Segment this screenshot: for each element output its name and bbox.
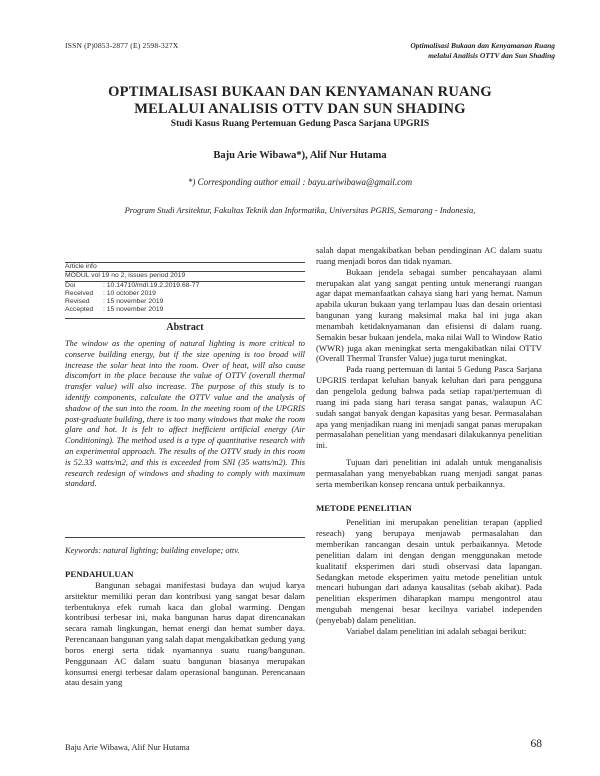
- footer-authors: Baju Arie Wibawa, Alif Nur Hutama: [65, 742, 190, 752]
- article-info: [65, 262, 305, 315]
- info-value: : 15 november 2019: [103, 306, 164, 314]
- paper-subtitle: Studi Kasus Ruang Pertemuan Gedung Pasca Sarjana UPGRIS: [170, 119, 430, 129]
- info-key: Revised: [65, 298, 90, 306]
- left-column: [65, 569, 305, 688]
- body-paragraph: Variabel dalam penelitian ini adalah sebagai berikut:: [346, 625, 527, 636]
- divider: [65, 318, 305, 319]
- section-heading-metode: METODE PENELITIAN: [316, 502, 412, 513]
- running-title: [410, 41, 555, 61]
- corresponding-author: *) Corresponding author email : bayu.ariwibawa@gmail.com: [187, 177, 413, 187]
- info-key: Doi: [65, 281, 76, 289]
- article-info-row: [65, 306, 305, 314]
- affiliation: Program Studi Arsitektur, Fakultas Teknik dan Informatika, Universitas PGRIS, Semarang - Indonesia,: [124, 205, 476, 215]
- running-title-line-2: melalui Analisis OTTV dan Sun Shading: [428, 51, 555, 60]
- body-paragraph: salah dapat mengakibatkan beban pendinginan AC dalam suatu ruang menjadi boros dan tidak nyaman.: [316, 245, 542, 266]
- paper-title: [0, 84, 600, 118]
- info-value: : 10.14710/mdl.19.2.2019.68-77: [103, 281, 200, 289]
- paper-title-line-2: MELALUI ANALISIS OTTV DAN SUN SHADING: [134, 101, 466, 117]
- abstract-heading: Abstract: [166, 322, 204, 333]
- body-paragraph: Bangunan sebagai manifestasi budaya dan wujud karya arsitektur memiliki peran dan kontribusi yang sangat besar dalam terbentuknya efek rumah kaca dan global warming. Dengan kontribusi terbesar ini, maka bangunan harus dapat direncanakan secara ramah lingkungan, hemat energi dan hemat sumber daya. Perencanaan bangunan yang salah dapat mengakibatkan gedung yang boros energi serta tidak nyamannya suatu ruang/bangunan. Penggunaan AC dalam suatu bangunan biasanya merupakan konsumsi energi terbesar dalam operasional bangunan. Perencanaan atau desain yang: [65, 579, 305, 688]
- authors: Baju Arie Wibawa*), Alif Nur Hutama: [213, 150, 387, 161]
- paper-title-line-1: OPTIMALISASI BUKAAN DAN KENYAMANAN RUANG: [108, 84, 492, 100]
- running-title-line-1: Optimalisasi Bukaan dan Kenyamanan Ruang: [410, 41, 555, 50]
- page-number: 68: [530, 738, 542, 750]
- info-value: : 15 november 2019: [103, 298, 164, 306]
- article-info-row: [65, 290, 305, 298]
- info-key: Accepted: [65, 306, 94, 314]
- info-value: : 10 october 2019: [103, 289, 156, 297]
- divider: [65, 537, 305, 538]
- article-info-row: [65, 282, 305, 290]
- right-column: [316, 245, 542, 637]
- issn-header: ISSN (P)0853-2877 (E) 2598-327X: [65, 41, 179, 50]
- info-key: Received: [65, 289, 94, 297]
- body-paragraph: Tujuan dari penelitian ini adalah untuk menganalisis permasalahan yang menyebabkan ruang menjadi sangat panas serta memberikan konsep rencana untuk perbaikannya.: [316, 457, 542, 489]
- abstract-text: The window as the opening of natural lighting is more critical to conserve building energy, but if the size opening is too broad will increase the solar heat into the room. Over of heat, will also cause discomfort in the place because the value of OTTV (overall thermal transfer value) will also increase. The purpose of this study is to identify components, calculate the OTTV value and the analysis of shadow of the sun into the room. In the meeting room of the UPGRIS post-graduate building, there is too many windows that make the room glare and hot. It is felt to affect inefficient artificial energy (Air Conditioning). The method used is a type of quantitative research with an experimental approach. The results of the OTTV study in this room is 52.33 watts/m2, and this is exceeded from SNI (35 watts/m2). This research redesign of windows and shading to comply with maximum standard.: [65, 339, 305, 489]
- body-paragraph: Penelitian ini merupakan penelitian terapan (applied reseach) yang berupaya menjawab permasalahan dan memberikan rancangan desain untuk perbaikannya. Metode penelitian dalam ini dengan dengan menggunakan metode kualitatif eksperimen dari studi observasi data lapangan. Sedangkan metode eksperimen yaitu metode penelitian untuk mencari hubungan dari adanya kausalitas (sebab akibat). Pada penelitian eksperimen diharapkan mampu mengontrol atau mengubah mengenai besar kecilnya variabel independen (penyebab) dalam penelitian.: [316, 517, 542, 625]
- body-paragraph: Pada ruang pertemuan di lantai 5 Gedung Pasca Sarjana UPGRIS terdapat keluhan banyak keluhan dari para pengguna dan pengelola gedung bahwa pada setiap rapat/pertemuan di ruang ini pada siang hari terasa sangat panas, walaupun AC sudah sangat banyak dengan kapasitas yang besar. Permasalahan apa yang menjadikan ruang ini menjadi sangat panas merupakan permasalahan penelitian yang mendasari dilakukannya penelitian ini.: [316, 364, 542, 451]
- article-info-row: [65, 298, 305, 306]
- keywords: Keywords: natural lighting; building envelope; ottv.: [65, 546, 240, 555]
- article-info-heading: Article info: [65, 263, 97, 270]
- article-info-journal: MODUL vol 19 no 2, issues period 2019: [65, 272, 186, 280]
- section-heading-pendahuluan: PENDAHULUAN: [65, 569, 134, 579]
- body-paragraph: Bukaan jendela sebagai sumber pencahayaan alami merupakan alat yang sangat penting untuk menerangi ruangan agar dapat memanfaatkan cahaya siang hari yang hemat. Namun apabila ukuran bukaan yang terlampau luas dan desain orientasi bangunan yang kurang maksimal maka hal ini juga akan menambah ketidaknyamanan dan efisiensi di dalam ruang. Semakin besar bukaan jendela, maka nilai Wall to Window Ratio (WWR) juga akan meningkat serta mengakibatkan nilai OTTV (Overall Thermal Transfer Value) juga turut meningkat.: [316, 266, 542, 364]
